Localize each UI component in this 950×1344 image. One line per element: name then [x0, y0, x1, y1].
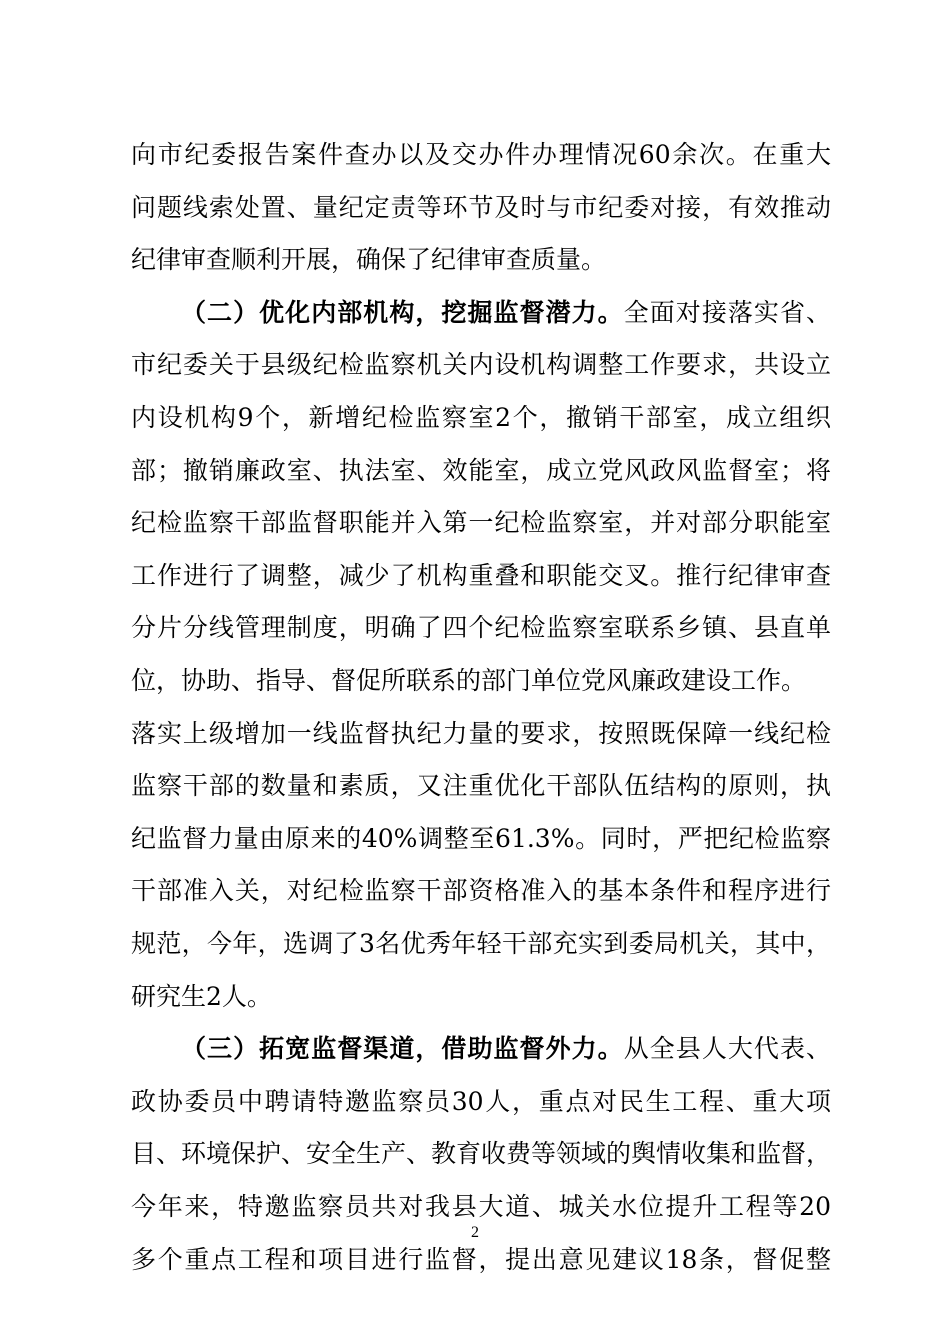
- text-line: [131, 865, 831, 917]
- line-text: 纪律审查顺利开展，确保了纪律审查质量。: [131, 245, 607, 275]
- text-line: [131, 497, 831, 549]
- line-text: 政协委员中聘请特邀监察员30人，重点对民生工程、重大项: [131, 1086, 831, 1116]
- text-line: [131, 1076, 831, 1128]
- line-text: 监察干部的数量和素质，又注重优化干部队伍结构的原则，执: [131, 771, 831, 801]
- text-line: [131, 339, 831, 391]
- text-line: [131, 760, 831, 812]
- line-text: 纪检监察干部监督职能并入第一纪检监察室，并对部分职能室: [131, 508, 831, 538]
- page-number: 2: [471, 1224, 479, 1241]
- line-text: 多个重点工程和项目进行监督，提出意见建议18条，督促整: [131, 1244, 831, 1274]
- text-line: [131, 550, 831, 602]
- text-line: [131, 129, 831, 181]
- line-text: 部；撤销廉政室、执法室、效能室，成立党风政风监督室；将: [131, 455, 831, 485]
- line-text: 分片分线管理制度，明确了四个纪检监察室联系乡镇、县直单: [131, 613, 831, 643]
- line-text: 向市纪委报告案件查办以及交办件办理情况60余次。在重大: [131, 140, 831, 169]
- text-line: [131, 708, 831, 760]
- text-line: [131, 655, 831, 707]
- line-text: 干部准入关，对纪检监察干部资格准入的基本条件和程序进行: [131, 876, 831, 906]
- text-line: [181, 287, 831, 339]
- line-text: 研究生2人。: [131, 981, 272, 1011]
- text-line: [131, 392, 831, 444]
- line-text: 问题线索处置、量纪定责等环节及时与市纪委对接，有效推动: [131, 192, 831, 222]
- text-line: [131, 918, 831, 970]
- text-line: [131, 445, 831, 497]
- text-line: [181, 1023, 831, 1075]
- text-line: [131, 971, 831, 1023]
- text-line: [131, 182, 831, 234]
- line-text: 规范，今年，选调了3名优秀年轻干部充实到委局机关，其中，: [131, 929, 831, 958]
- line-text: 工作进行了调整，减少了机构重叠和职能交叉。推行纪律审查: [131, 560, 831, 590]
- line-text: 市纪委关于县级纪检监察机关内设机构调整工作要求，共设立: [131, 350, 831, 380]
- line-text: 位，协助、指导、督促所联系的部门单位党风廉政建设工作。: [131, 666, 807, 695]
- line-text: 从全县人大代表、: [623, 1034, 831, 1064]
- text-line: [131, 234, 831, 286]
- line-text: 落实上级增加一线监督执纪力量的要求，按照既保障一线纪检: [131, 718, 831, 748]
- line-text: 纪监督力量由原来的40%调整至61.3%。同时，严把纪检监察: [131, 823, 831, 853]
- section-heading: （三）拓宽监督渠道，借助监督外力。: [181, 1034, 624, 1064]
- text-line: [131, 1128, 831, 1180]
- text-line: [131, 813, 831, 865]
- line-text: 目、环境保护、安全生产、教育收费等领域的舆情收集和监督，: [131, 1139, 832, 1169]
- line-text: 内设机构9个，新增纪检监察室2个，撤销干部室，成立组织: [131, 403, 831, 432]
- line-text: 今年来，特邀监察员共对我县大道、城关水位提升工程等20: [131, 1192, 831, 1221]
- line-text: 全面对接落实省、: [623, 297, 831, 327]
- text-line: [131, 602, 831, 654]
- section-heading: （二）优化内部机构，挖掘监督潜力。: [181, 297, 624, 327]
